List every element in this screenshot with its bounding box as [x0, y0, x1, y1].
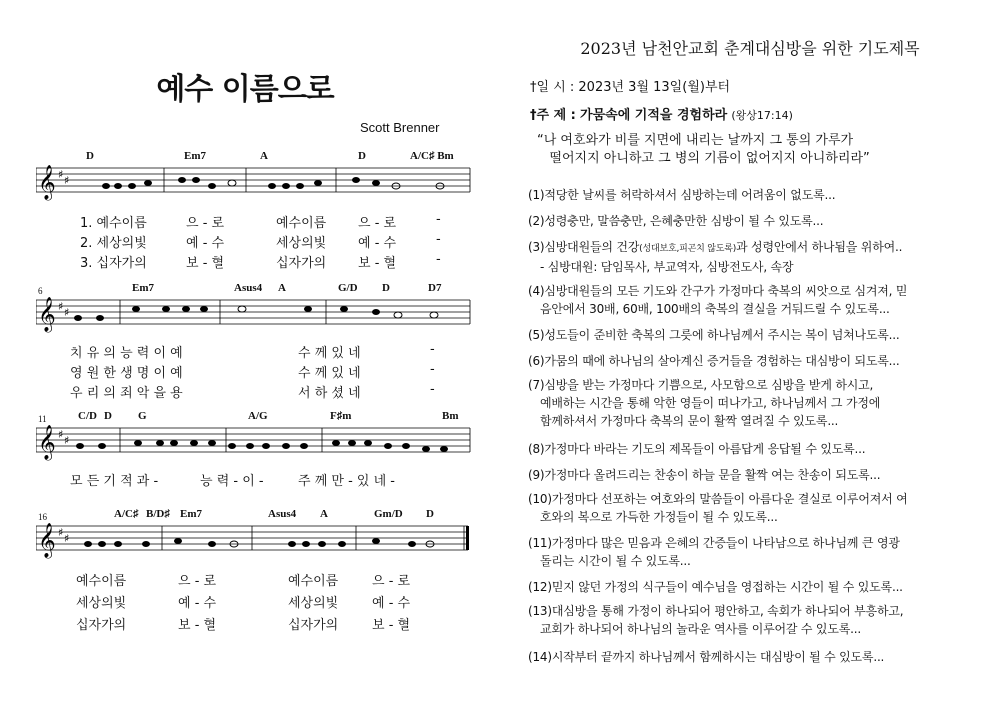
lyric-line: 으 - 로 [358, 216, 397, 231]
chord: D7 [428, 282, 442, 294]
prayer-item-text: - 심방대원: 담임목사, 부교역자, 심방전도사, 속장 [540, 260, 794, 274]
lyric-line: 보 - 혈 [178, 618, 217, 633]
lyric-line: 보 - 혈 [372, 618, 411, 633]
prayer-item-text: (10)가정마다 선포하는 여호와의 말씀들이 아름다운 결실로 이루어져서 여 [528, 492, 908, 506]
prayer-item [528, 352, 978, 370]
chord: F♯m [330, 410, 352, 422]
lyric-line: 예수이름 [288, 574, 339, 589]
svg-text:♯: ♯ [64, 532, 70, 545]
chord: C/D [78, 410, 97, 422]
prayer-item [528, 578, 978, 596]
chord: Bm [442, 410, 459, 422]
music-staff [36, 164, 472, 204]
lyric-line: 예 - 수 [178, 596, 217, 611]
music-staff [36, 522, 472, 562]
prayer-item [528, 466, 978, 484]
measure-number: 6 [38, 286, 43, 296]
lyric-line: 치 유 의 능 력 이 예 [70, 346, 183, 361]
prayer-item-text: (7)심방을 받는 가정마다 기쁨으로, 사모함으로 심방을 받게 하시고, [528, 378, 874, 392]
lyric-line: 우 리 의 죄 악 을 용 [70, 386, 183, 401]
prayer-item-text: 함께하셔서 가정마다 축복의 문이 활짝 열려질 수 있도록... [540, 414, 839, 428]
lyric-line: 1. 예수이름 [80, 216, 147, 231]
chord: A [278, 282, 286, 294]
lyric-line: 십자가의 [288, 618, 339, 633]
lyric-line: 세상의빛 [288, 596, 339, 611]
prayer-item [528, 534, 978, 570]
prayer-item-text: (3)심방대원들의 건강 [528, 240, 640, 254]
chord: G/D [338, 282, 358, 294]
svg-text:𝄞: 𝄞 [38, 165, 56, 200]
prayer-item-text: (1)적당한 날씨를 허락하셔서 심방하는데 어려움이 없도록... [528, 188, 836, 202]
svg-text:𝄞: 𝄞 [38, 523, 56, 558]
chord: A/G [248, 410, 268, 422]
lyric-line: 수 께 있 네 [298, 366, 361, 381]
lyric-line: - [436, 252, 441, 267]
chord: Asus4 [268, 508, 297, 520]
prayer-item-text: 과 성령안에서 하나됨을 위하여.. [736, 240, 903, 254]
prayer-item-text: (14)시작부터 끝까지 하나님께서 함께하시는 대심방이 될 수 있도록... [528, 650, 885, 664]
lyric-line: - [430, 342, 435, 357]
quote-line: “나 여호와가 비를 지면에 내리는 날까지 그 통의 가루가 [537, 133, 854, 148]
lyric-line: 보 - 혈 [186, 256, 225, 271]
svg-text:♯: ♯ [58, 526, 64, 539]
chord: A/C♯ [114, 508, 139, 520]
svg-text:♯: ♯ [58, 428, 64, 441]
prayer-item-text: 예배하는 시간을 통해 악한 영들이 떠나가고, 하나님께서 그 가정에 [540, 396, 881, 410]
date-label: †일 시 : [530, 80, 575, 95]
prayer-item-text: (13)대심방을 통해 가정이 하나되어 평안하고, 속회가 하나되어 부흥하고, [528, 604, 904, 618]
prayer-item-text: (9)가정마다 올려드리는 찬송이 하늘 문을 활짝 여는 찬송이 되도록... [528, 468, 881, 482]
chord: Gm/D [374, 508, 403, 520]
prayer-item [528, 238, 978, 276]
lyric-line: 2. 세상의빛 [80, 236, 147, 251]
prayer-item-text: 음안에서 30배, 60배, 100배의 축복의 결실을 거둬드릴 수 있도록... [540, 302, 890, 316]
lyric-line: 보 - 혈 [358, 256, 397, 271]
theme-label: †주 제 : [530, 108, 576, 123]
prayer-item [528, 440, 978, 458]
chord: D [358, 150, 366, 162]
prayer-item-text: 호와의 복으로 가득한 가정들이 될 수 있도록... [540, 510, 778, 524]
chord: A [320, 508, 328, 520]
chord: A [260, 150, 268, 162]
prayer-heading: 2023년 남천안교회 춘계대심방을 위한 기도제목 [580, 39, 920, 58]
chord: Asus4 [234, 282, 263, 294]
theme-line [530, 104, 793, 123]
quote-line: 떨어지지 아니하고 그 병의 기름이 없어지지 아니하리라” [537, 151, 870, 166]
lyric-line: 세상의빛 [76, 596, 127, 611]
prayer-item [528, 376, 978, 430]
prayer-item-text: 돌리는 시간이 될 수 있도록... [540, 554, 691, 568]
theme-value: 가뭄속에 기적을 경험하라 [580, 108, 728, 123]
lyric-line: 십자가의 [276, 256, 327, 271]
svg-text:♯: ♯ [64, 434, 70, 447]
prayer-item-text: (5)성도들이 준비한 축복의 그릇에 하나님께서 주시는 복이 넘쳐나도록... [528, 328, 900, 342]
lyric-line: 능 력 - 이 - [200, 474, 264, 489]
lyric-line: 으 - 로 [186, 216, 225, 231]
date-line [530, 76, 730, 95]
chord: D [104, 410, 112, 422]
prayer-item [528, 186, 978, 204]
prayer-item [528, 602, 978, 638]
chord: A/C♯ Bm [410, 150, 454, 162]
lyric-line: 예 - 수 [372, 596, 411, 611]
prayer-item-text: 교회가 하나되어 하나님의 놀라운 역사를 이루어갈 수 있도록... [540, 622, 861, 636]
lyric-line: 으 - 로 [178, 574, 217, 589]
lyric-line: 주 께 만 - 있 네 - [298, 474, 395, 489]
lyric-line: 3. 십자가의 [80, 256, 147, 271]
music-staff [36, 296, 472, 336]
chord: B/D♯ [146, 508, 170, 520]
theme-reference: (왕상17:14) [731, 109, 793, 122]
lyric-line: 예 - 수 [358, 236, 397, 251]
song-title: 예수 이름으로 [156, 72, 334, 107]
prayer-item-text: (8)가정마다 바라는 기도의 제목들이 아름답게 응답될 수 있도록... [528, 442, 866, 456]
prayer-item [528, 282, 978, 318]
lyric-line: - [436, 232, 441, 247]
prayer-item-text: (12)믿지 않던 가정의 식구들이 예수님을 영접하는 시간이 될 수 있도록... [528, 580, 903, 594]
date-value: 2023년 3월 13일(월)부터 [578, 80, 731, 95]
svg-text:♯: ♯ [58, 168, 64, 181]
prayer-item-text: (4)심방대원들의 모든 기도와 간구가 가정마다 축복의 씨앗으로 심겨져, 믿 [528, 284, 908, 298]
lyric-line: 서 하 셨 네 [298, 386, 361, 401]
chord: D [382, 282, 390, 294]
scripture-quote [537, 132, 977, 168]
lyric-line: 예 - 수 [186, 236, 225, 251]
chord: D [426, 508, 434, 520]
measure-number: 16 [38, 512, 47, 522]
lyric-line: 으 - 로 [372, 574, 411, 589]
lyric-line: - [430, 362, 435, 377]
prayer-item-text: (2)성령충만, 말씀충만, 은혜충만한 심방이 될 수 있도록... [528, 214, 824, 228]
prayer-item-text: (6)가뭄의 때에 하나님의 살아계신 증거들을 경험하는 대심방이 되도록... [528, 354, 900, 368]
svg-text:♯: ♯ [64, 174, 70, 187]
lyric-line: 예수이름 [76, 574, 127, 589]
measure-number: 11 [38, 414, 47, 424]
chord: G [138, 410, 147, 422]
chord: D [86, 150, 94, 162]
prayer-item [528, 648, 978, 666]
lyric-line: 수 께 있 네 [298, 346, 361, 361]
prayer-item-note: (성대보호,피곤치 않도록) [639, 244, 737, 254]
svg-text:♯: ♯ [58, 300, 64, 313]
prayer-item [528, 326, 978, 344]
lyric-line: 모 든 기 적 과 - [70, 474, 159, 489]
prayer-item-text: (11)가정마다 많은 믿음과 은혜의 간증들이 나타남으로 하나님께 큰 영광 [528, 536, 900, 550]
prayer-item [528, 212, 978, 230]
prayer-item [528, 490, 978, 526]
svg-text:♯: ♯ [64, 306, 70, 319]
svg-text:𝄞: 𝄞 [38, 297, 56, 332]
lyric-line: - [430, 382, 435, 397]
music-staff [36, 424, 472, 464]
lyric-line: - [436, 212, 441, 227]
svg-text:𝄞: 𝄞 [38, 425, 56, 460]
chord: Em7 [180, 508, 202, 520]
composer: Scott Brenner [360, 120, 440, 135]
chord: Em7 [132, 282, 154, 294]
lyric-line: 영 원 한 생 명 이 예 [70, 366, 183, 381]
lyric-line: 십자가의 [76, 618, 127, 633]
chord: Em7 [184, 150, 206, 162]
lyric-line: 세상의빛 [276, 236, 327, 251]
lyric-line: 예수이름 [276, 216, 327, 231]
